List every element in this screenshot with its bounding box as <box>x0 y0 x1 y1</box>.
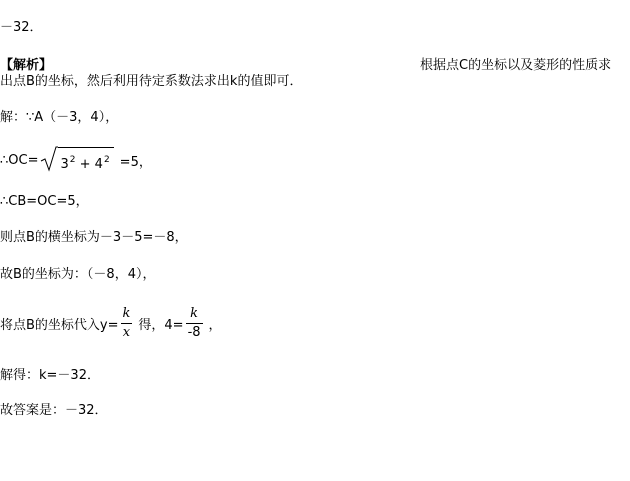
fraction-1-denominator: x <box>122 325 131 340</box>
sqrt-base-1: 3 <box>60 157 69 172</box>
analysis-right-note: 根据点C的坐标以及菱形的性质求 <box>420 58 612 73</box>
analysis-line-1: 出点B的坐标，然后利用待定系数法求出k的值即可． <box>0 74 303 89</box>
fraction-1-numerator: k <box>122 306 131 321</box>
solution-line-e: 故B的坐标为：（－8，4）， <box>0 267 156 282</box>
solution-line-d: 则点B的横坐标为－3－5=－8， <box>0 230 188 245</box>
solution-line-a: 解：∵A（－3，4）， <box>0 110 119 125</box>
solution-line-f-prefix: 将点B的坐标代入y= <box>0 318 119 333</box>
fraction-2-bar <box>186 323 203 324</box>
solution-line-h: 故答案是：－32． <box>0 403 108 418</box>
solution-line-b-suffix: =5， <box>119 155 152 170</box>
solution-line-c: ∴CB=OC=5， <box>0 194 89 209</box>
fraction-2-numerator: k <box>190 306 198 321</box>
fraction-k-over-neg8 <box>186 306 203 341</box>
solution-line-f-mid: 得，4= <box>138 318 184 333</box>
solution-line-f <box>0 306 222 341</box>
fraction-2-denominator: -8 <box>187 325 201 340</box>
fraction-1-bar <box>121 323 133 324</box>
analysis-heading: 【解析】 <box>0 58 53 73</box>
solution-line-b <box>0 146 152 175</box>
sqrt-radicand <box>58 147 113 175</box>
sqrt-plus-term: + 4 <box>75 157 103 172</box>
radical-sign-icon <box>40 146 58 172</box>
fraction-k-over-x <box>121 306 133 341</box>
sqrt-exponent-1: 2 <box>69 155 76 165</box>
sqrt-expression <box>40 146 113 175</box>
solution-line-f-suffix: ， <box>208 318 222 333</box>
solution-line-g: 解得：k=－32． <box>0 368 100 383</box>
sqrt-exponent-2: 2 <box>103 155 110 165</box>
solution-line-b-prefix: ∴OC= <box>0 153 39 168</box>
top-answer: －32． <box>0 20 43 35</box>
